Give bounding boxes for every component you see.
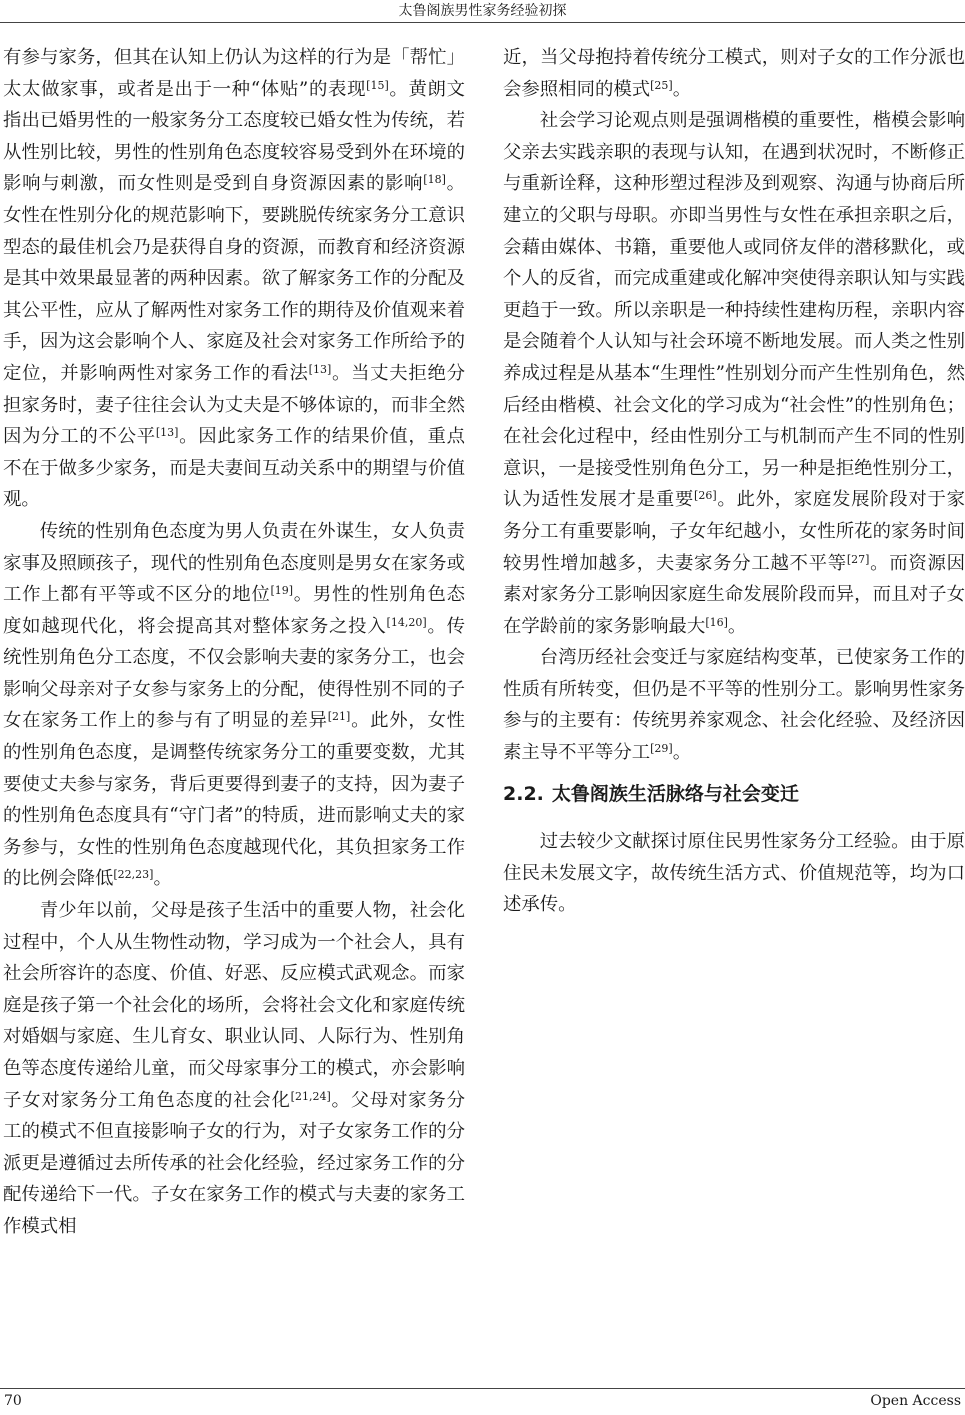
paragraph-text: 过去较少文献探讨原住民男性家务分工经验。由于原住民未发展文字，故传统生活方式、价值规范等，均为口述承传。 [503,831,965,916]
paragraph-text: 。而资源因素对家务分工影响因家庭生命发展阶段而异，而且对子女在学龄前的家务影响最大 [503,552,965,637]
citation-ref[interactable]: [27] [846,552,870,566]
paragraph-text: 。传统性别角色分工态度，不仅会影响夫妻的家务分工，也会影响父母亲对子女参与家务上的分配，使得性别不同的子女在家务工作上的参与有了明显的差异 [3,615,465,732]
left-column [3,42,465,1243]
paragraph-text: 。 [153,868,172,890]
paragraph [3,895,465,1243]
paragraph-text: 。因此家务工作的结果价值，重点不在于做多少家务，而是夫妻间互动关系中的期望与价值观。 [3,426,465,511]
paragraph-text: 青少年以前，父母是孩子生活中的重要人物，社会化过程中，个人从生物性动物，学习成为一个社会人，具有社会所容许的态度、价值、好恶、反应模式武观念。而家庭是孩子第一个社会化的场所，会将社会文化和家庭传统对婚姻与家庭、生儿育女、职业认同、人际行为、性别角色等态度传递给儿童，而父母家事分工的模式，亦会影响子女对家务分工角色态度的社会化 [3,900,465,1111]
citation-ref[interactable]: [19] [270,584,294,598]
citation-ref[interactable]: [13] [155,426,179,440]
paragraph [503,105,965,642]
paragraph [503,826,965,921]
citation-ref[interactable]: [15] [366,78,389,92]
citation-ref[interactable]: [18] [423,173,446,187]
citation-ref[interactable]: [14,20] [386,615,427,629]
paragraph-text: 。 [672,78,692,100]
section-title: 太鲁阁族生活脉络与社会变迁 [551,782,799,805]
paragraph-text: 台湾历经社会变迁与家庭结构变革，已使家务工作的性质有所转变，但仍是不平等的性别分工。影响男性家务参与的主要有：传统男养家观念、社会化经验、及经济因素主导不平等分工 [503,647,965,764]
paragraph-text: 。男性的性别角色态度如越现代化，将会提高其对整体家务之投入 [3,584,465,637]
journal-label: Open Access [870,1393,961,1409]
paragraph-text: 近，当父母抱持着传统分工模式，则对子女的工作分派也会参照相同的模式 [503,47,965,100]
paragraph [3,516,465,895]
citation-ref[interactable]: [25] [650,78,673,92]
section-number: 2.2. [503,782,544,805]
paragraph-text: 。女性在性别分化的规范影响下，要跳脱传统家务分工意识型态的最佳机会乃是获得自身的资源，而教育和经济资源是其中效果最显著的两种因素。欲了解家务工作的分配及其公平性，应从了解两性对家务工作的期待及价值观来着手，因为这会影响个人、家庭及社会对家务工作所给予的定位，并影响两性对家务工作的看法 [3,173,465,384]
paragraph-text: 。 [672,742,692,764]
paragraph-text: 传统的性别角色态度为男人负责在外谋生，女人负责家事及照顾孩子，现代的性别角色态度则是男女在家务或工作上都有平等或不区分的地位 [3,520,465,606]
paragraph-text: 。此外，家庭发展阶段对于家务分工有重要影响，子女年纪越小，女性所花的家务时间较男性增加越多，夫妻家务分工越不平等 [503,489,965,574]
citation-ref[interactable]: [21,24] [290,1089,331,1103]
citation-ref[interactable]: [22,23] [113,868,154,882]
paragraph-text: 。 [727,615,747,637]
paragraph-text: 有参与家务，但其在认知上仍认为这样的行为是「帮忙」太太做家事，或者是出于一种“体贴”的表现 [3,47,465,100]
citation-ref[interactable]: [29] [650,742,673,756]
paragraph-text: 。当丈夫拒绝分担家务时，妻子往往会认为丈夫是不够体谅的，而非全然因为分工的不公平 [3,362,465,448]
page-number: 70 [4,1393,22,1409]
section-heading [503,779,965,811]
paragraph-text: 。父母对家务分工的模式不但直接影响子女的行为，对子女家务工作的分派更是遵循过去所传承的社会化经验，经过家务工作的分配传递给下一代。子女在家务工作的模式与夫妻的家务工作模式相 [3,1089,465,1237]
paragraph [3,42,465,516]
running-header-title: 太鲁阁族男性家务经验初探 [398,3,567,19]
paragraph-text: 。此外，女性的性别角色态度，是调整传统家务分工的重要变数，尤其要使丈夫参与家务，背后更要得到妻子的支持，因为妻子的性别角色态度具有“守门者”的特质，进而影响丈夫的家务参与，女性的性别角色态度越现代化，其负担家务工作的比例会降低 [3,710,465,890]
paragraph-text: 社会学习论观点则是强调楷模的重要性，楷模会影响父亲去实践亲职的表现与认知，在遇到状况时，不断修正与重新诠释，这种形塑过程涉及到观察、沟通与协商后所建立的父职与母职。亦即当男性与女性在承担亲职之后，会藉由媒体、书籍，重要他人或同侪友伴的潜移默化，或个人的反省，而完成重建或化解冲突使得亲职认知与实践更趋于一致。所以亲职是一种持续性建构历程，亲职内容是会随着个人认知与社会环境不断地发展。而人类之性别养成过程是从基本“生理性”性别划分而产生性别角色，然后经由楷模、社会文化的学习成为“社会性”的性别角色；在社会化过程中，经由性别分工与机制而产生不同的性别意识，一是接受性别角色分工，另一种是拒绝性别分工，认为适性发展才是重要 [503,110,965,511]
citation-ref[interactable]: [16] [705,615,728,629]
running-header [0,0,965,23]
citation-ref[interactable]: [26] [694,489,717,503]
paragraph [503,642,965,768]
page-footer [0,1388,965,1415]
citation-ref[interactable]: [13] [308,362,332,376]
paragraph-text: 。黄朗文指出已婚男性的一般家务分工态度较已婚女性为传统，若从性别比较，男性的性别角色态度较容易受到外在环境的影响与刺激，而女性则是受到自身资源因素的影响 [3,78,465,195]
citation-ref[interactable]: [21] [327,710,351,724]
right-column [503,42,965,921]
paragraph [503,42,965,105]
